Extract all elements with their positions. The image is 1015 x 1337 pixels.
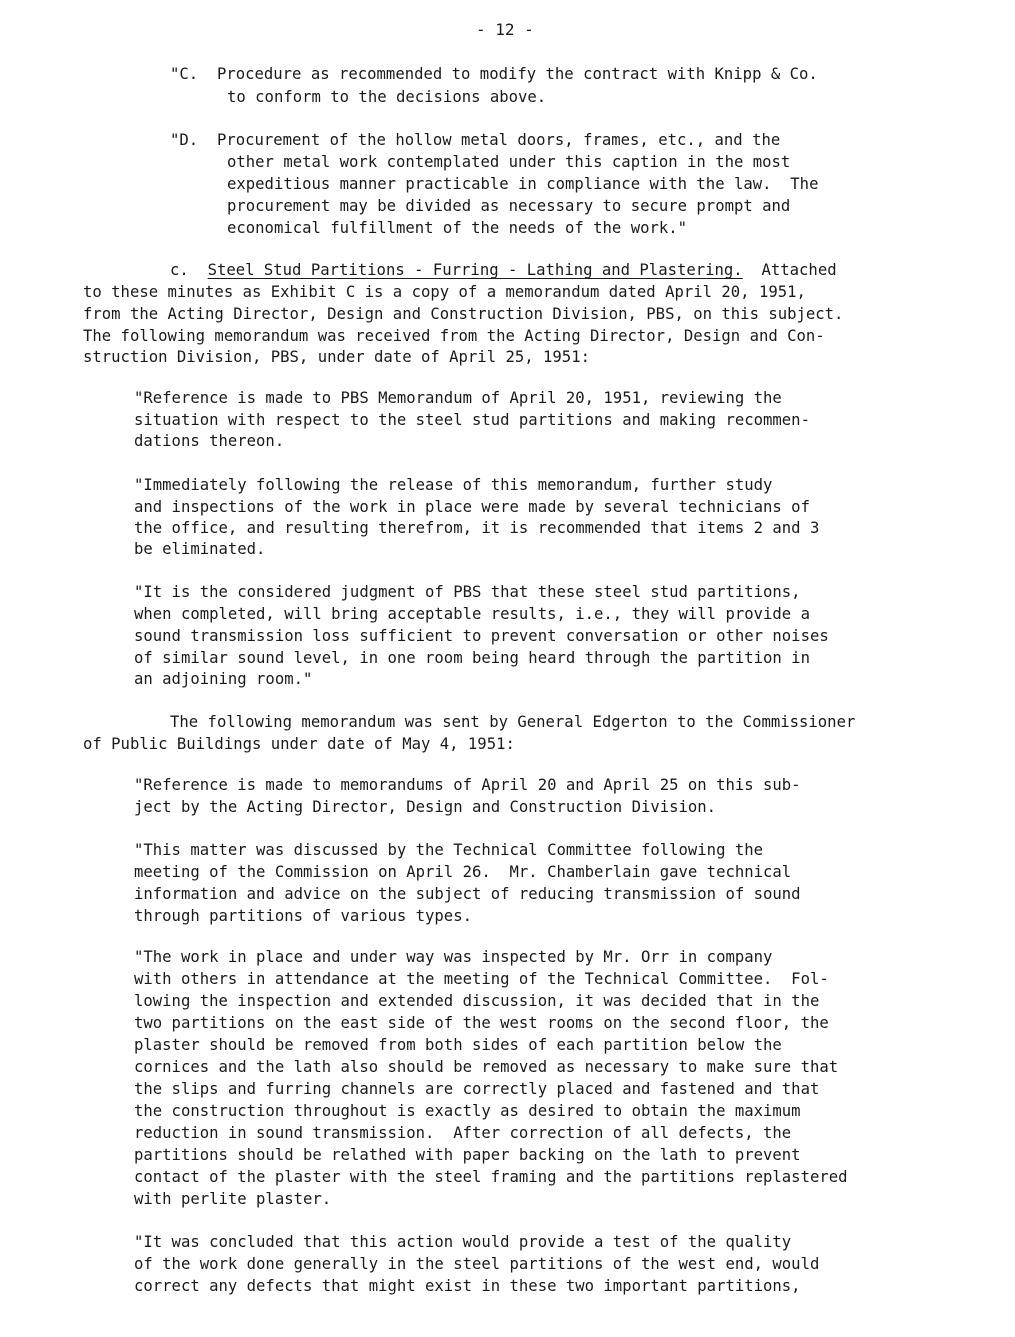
memo2-p2-line-2: meeting of the Commission on April 26. Mr. Chamberlain gave technical bbox=[134, 863, 792, 881]
item-d-line-5: economical fulfillment of the needs of the work." bbox=[227, 219, 688, 237]
memo1-p2-line-2: and inspections of the work in place were made by several technicians of bbox=[134, 498, 810, 516]
memo2-p3-line-8: the construction throughout is exactly as desired to obtain the maximum bbox=[134, 1102, 801, 1120]
memo1-p2-line-3: the office, and resulting therefrom, it is recommended that items 2 and 3 bbox=[134, 519, 820, 537]
memo2-p3-line-4: two partitions on the east side of the west rooms on the second floor, the bbox=[134, 1014, 829, 1032]
memo2-p3-line-2: with others in attendance at the meeting of the Technical Committee. Fol- bbox=[134, 970, 829, 988]
memo2-p3-line-7: the slips and furring channels are correctly placed and fastened and that bbox=[134, 1080, 820, 1098]
memo1-p3-line-2: when completed, will bring acceptable results, i.e., they will provide a bbox=[134, 605, 810, 623]
memo2-p3-line-6: cornices and the lath also should be removed as necessary to make sure that bbox=[134, 1058, 839, 1076]
memo2-p4-line-1: "It was concluded that this action would provide a test of the quality bbox=[134, 1233, 792, 1251]
item-c-line-2: to conform to the decisions above. bbox=[227, 88, 547, 106]
section-c-line-3: from the Acting Director, Design and Construction Division, PBS, on this subject. bbox=[83, 305, 844, 323]
item-d-line-3: expeditious manner practicable in compliance with the law. The bbox=[227, 175, 819, 193]
memo2-p3-line-5: plaster should be removed from both sides of each partition below the bbox=[134, 1036, 782, 1054]
memo1-p3-line-3: sound transmission loss sufficient to prevent conversation or other noises bbox=[134, 627, 829, 645]
memo1-p3-line-4: of similar sound level, in one room being heard through the partition in bbox=[134, 649, 810, 667]
memo1-p3-line-5: an adjoining room." bbox=[134, 670, 313, 688]
memo1-p3-line-1: "It is the considered judgment of PBS that these steel stud partitions, bbox=[134, 583, 801, 601]
section-c-first-line-rest: Attached bbox=[761, 261, 837, 279]
memo2-p3-line-1: "The work in place and under way was inspected by Mr. Orr in company bbox=[134, 948, 773, 966]
section-c-first-line bbox=[170, 260, 837, 280]
intro2-line-1: The following memorandum was sent by General Edgerton to the Commissioner bbox=[170, 713, 856, 731]
item-d-line-2: other metal work contemplated under this caption in the most bbox=[227, 153, 791, 171]
section-c-line-5: struction Division, PBS, under date of April 25, 1951: bbox=[83, 348, 590, 366]
memo2-p4-line-2: of the work done generally in the steel partitions of the west end, would bbox=[134, 1255, 820, 1273]
section-c-heading: Steel Stud Partitions - Furring - Lathing and Plastering. bbox=[207, 261, 743, 279]
memo2-p2-line-1: "This matter was discussed by the Technical Committee following the bbox=[134, 841, 764, 859]
section-c-marker: c. bbox=[170, 261, 189, 279]
intro2-line-2: of Public Buildings under date of May 4, 1951: bbox=[83, 735, 515, 753]
memo2-p1-line-1: "Reference is made to memorandums of April 20 and April 25 on this sub- bbox=[134, 776, 801, 794]
section-c-line-2: to these minutes as Exhibit C is a copy of a memorandum dated April 20, 1951, bbox=[83, 283, 806, 301]
memo2-p1-line-2: ject by the Acting Director, Design and Construction Division. bbox=[134, 798, 717, 816]
item-c-line-1: "C. Procedure as recommended to modify the contract with Knipp & Co. bbox=[170, 65, 818, 83]
memo2-p3-line-11: contact of the plaster with the steel framing and the partitions replastered bbox=[134, 1168, 848, 1186]
memo2-p2-line-3: information and advice on the subject of reducing transmission of sound bbox=[134, 885, 801, 903]
memo1-p2-line-1: "Immediately following the release of this memorandum, further study bbox=[134, 476, 773, 494]
memo1-p1-line-1: "Reference is made to PBS Memorandum of April 20, 1951, reviewing the bbox=[134, 389, 782, 407]
memo2-p4-line-3: correct any defects that might exist in these two important partitions, bbox=[134, 1277, 801, 1295]
memo2-p3-line-12: with perlite plaster. bbox=[134, 1190, 332, 1208]
section-c-line-4: The following memorandum was received from the Acting Director, Design and Con- bbox=[83, 327, 825, 345]
memo1-p2-line-4: be eliminated. bbox=[134, 540, 266, 558]
item-d-line-4: procurement may be divided as necessary to secure prompt and bbox=[227, 197, 791, 215]
memo2-p3-line-9: reduction in sound transmission. After correction of all defects, the bbox=[134, 1124, 792, 1142]
page-number: - 12 - bbox=[476, 20, 534, 39]
memo1-p1-line-2: situation with respect to the steel stud partitions and making recommen- bbox=[134, 411, 810, 429]
memo2-p3-line-3: lowing the inspection and extended discussion, it was decided that in the bbox=[134, 992, 820, 1010]
item-d-line-1: "D. Procurement of the hollow metal doors, frames, etc., and the bbox=[170, 131, 781, 149]
memo1-p1-line-3: dations thereon. bbox=[134, 432, 285, 450]
memo2-p3-line-10: partitions should be relathed with paper backing on the lath to prevent bbox=[134, 1146, 801, 1164]
memo2-p2-line-4: through partitions of various types. bbox=[134, 907, 472, 925]
